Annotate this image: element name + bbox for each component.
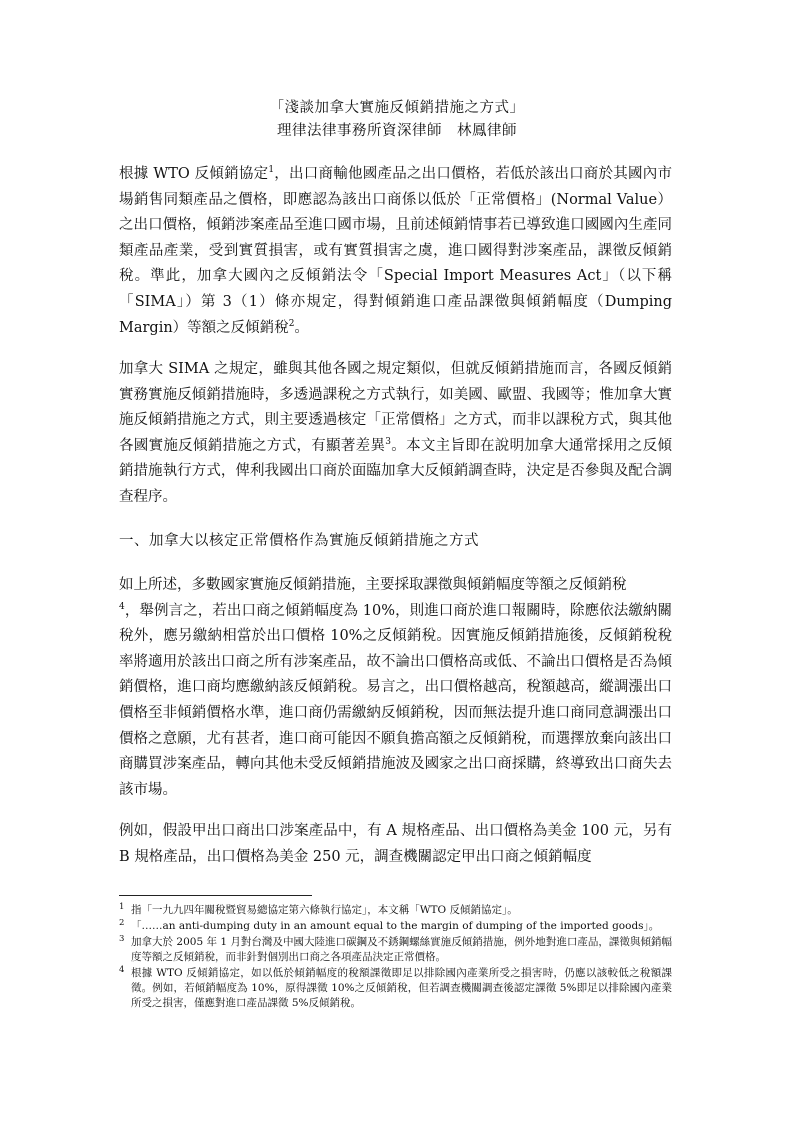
footnote-divider (119, 895, 312, 896)
footnotes (119, 903, 672, 1012)
footnote-text: 根據 WTO 反傾銷協定，如以低於傾銷幅度的稅額課徵即足以排除國內產業所受之損害時，仍應以該較低之稅額課徵。例如，若傾銷幅度為 10%，原得課徵 10%之反傾銷稅，但若調查機關調查後認定課徵 5%即足以排除國內產業所受之損害，僅應對進口產品課徵 5%反傾銷稅。 (131, 967, 672, 1009)
footnote-4 (119, 966, 672, 1011)
paragraph-3-text-a: 如上所述，多數國家實施反傾銷措施，主要採取課徵與傾銷幅度等額之反傾銷稅 (119, 577, 627, 593)
paragraph-1-text-c: 。 (294, 319, 309, 336)
footnote-1 (119, 903, 672, 918)
paragraph-1-text-a: 根據 WTO 反傾銷協定 (119, 166, 269, 182)
paragraph-4: 例如，假設甲出口商出口涉案產品中，有 A 規格產品、出口價格為美金 100 元，另有 B 規格產品，出口價格為美金 250 元，調查機關認定甲出口商之傾銷幅度 (119, 823, 672, 865)
footnote-ref-3[interactable]: 3 (385, 436, 391, 447)
footnote-text: 指「一九九四年關稅暨貿易總協定第六條執行協定」，本文稱「WTO 反傾銷協定」。 (131, 904, 518, 916)
footnote-ref-2[interactable]: 2 (288, 318, 295, 329)
paragraph-2-text-b: 。本文主旨即在說明加拿大通常採用之反傾銷措施執行方式，俾利我國出口商於面臨加拿大反傾銷調查時，決定是否參與及配合調查程序。 (119, 437, 673, 505)
paragraph-1 (119, 162, 672, 341)
paragraph-3-text-b: ，舉例言之，若出口商之傾銷幅度為 10%，則進口商於進口報關時，除應依法繳納關稅外，應另繳納相當於出口價格 10%之反傾銷稅。因實施反傾銷措施後，反傾銷稅稅率將適用於該出口商之所有涉案產品，故不論出口價格高或低、不論出口價格是否為傾銷價格，進口商均應繳納該反傾銷稅。易言之，出口價格越高，稅額越高，縱調漲出口價格至非傾銷價格水準，進口商仍需繳納反傾銷稅，因而無法提升進口商同意調漲出口價格之意願，尤有甚者，進口商可能因不願負擔高額之反傾銷稅，而選擇放棄向該出口商購買涉案產品，轉向其他未受反傾銷措施波及國家之出口商採購，終導致出口商失去該市場。 (119, 602, 672, 798)
footnote-number: 1 (119, 902, 125, 912)
section-heading-1: 一、加拿大以核定正常價格作為實施反傾銷措施之方式 (119, 533, 479, 549)
footnote-number: 3 (119, 934, 125, 944)
footnote-3 (119, 935, 672, 965)
paragraph-2-text-a: 加拿大 SIMA 之規定，雖與其他各國之規定類似，但就反傾銷措施而言，各國反傾銷實務實施反傾銷措施時，多透過課稅之方式執行，如美國、歐盟、我國等；惟加拿大實施反傾銷措施之方式，則主要透過核定「正常價格」之方式，而非以課稅方式，與其他各國實施反傾銷措施之方式，有顯著差異 (119, 361, 672, 454)
paragraph-1-text-b: ，出口商輸他國產品之出口價格，若低於該出口商於其國內市場銷售同類產品之價格，即應認為該出口商係以低於「正常價格」(Normal Value）之出口價格，傾銷涉案產品至進口國市場，且前述傾銷情事若已導致進口國國內生產同類產品產業，受到實質損害，或有實質損害之虞，進口國得對涉案產品，課徵反傾銷稅。準此，加拿大國內之反傾銷法令「Special Import Measures Act」（以下稱「SIMA」）第 3（1）條亦規定，得對傾銷進口產品課徵與傾銷幅度（Dumping Margin）等額之反傾銷稅 (119, 166, 672, 336)
footnote-number: 2 (119, 918, 125, 928)
footnote-ref-1[interactable]: 1 (268, 165, 275, 176)
paragraph-2 (119, 357, 672, 511)
footnote-ref-4[interactable]: 4 (119, 601, 125, 612)
footnote-text: 「……an anti-dumping duty in an amount equal to the margin of dumping of the imported goods」。 (131, 920, 660, 932)
footnote-text: 加拿大於 2005 年 1 月對台灣及中國大陸進口碳鋼及不銹鋼螺絲實施反傾銷措施，例外地對進口產品，課徵與傾銷幅度等額之反傾銷稅，而非針對個別出口商之各項產品決定正常價格。 (131, 936, 672, 963)
paragraph-3 (119, 573, 672, 803)
author-line: 理律法律事務所資深律師 林鳳律師 (277, 123, 517, 139)
document-title: 「淺談加拿大實施反傾銷措施之方式」 (269, 100, 525, 116)
footnote-2 (119, 919, 672, 934)
footnote-number: 4 (119, 965, 125, 975)
